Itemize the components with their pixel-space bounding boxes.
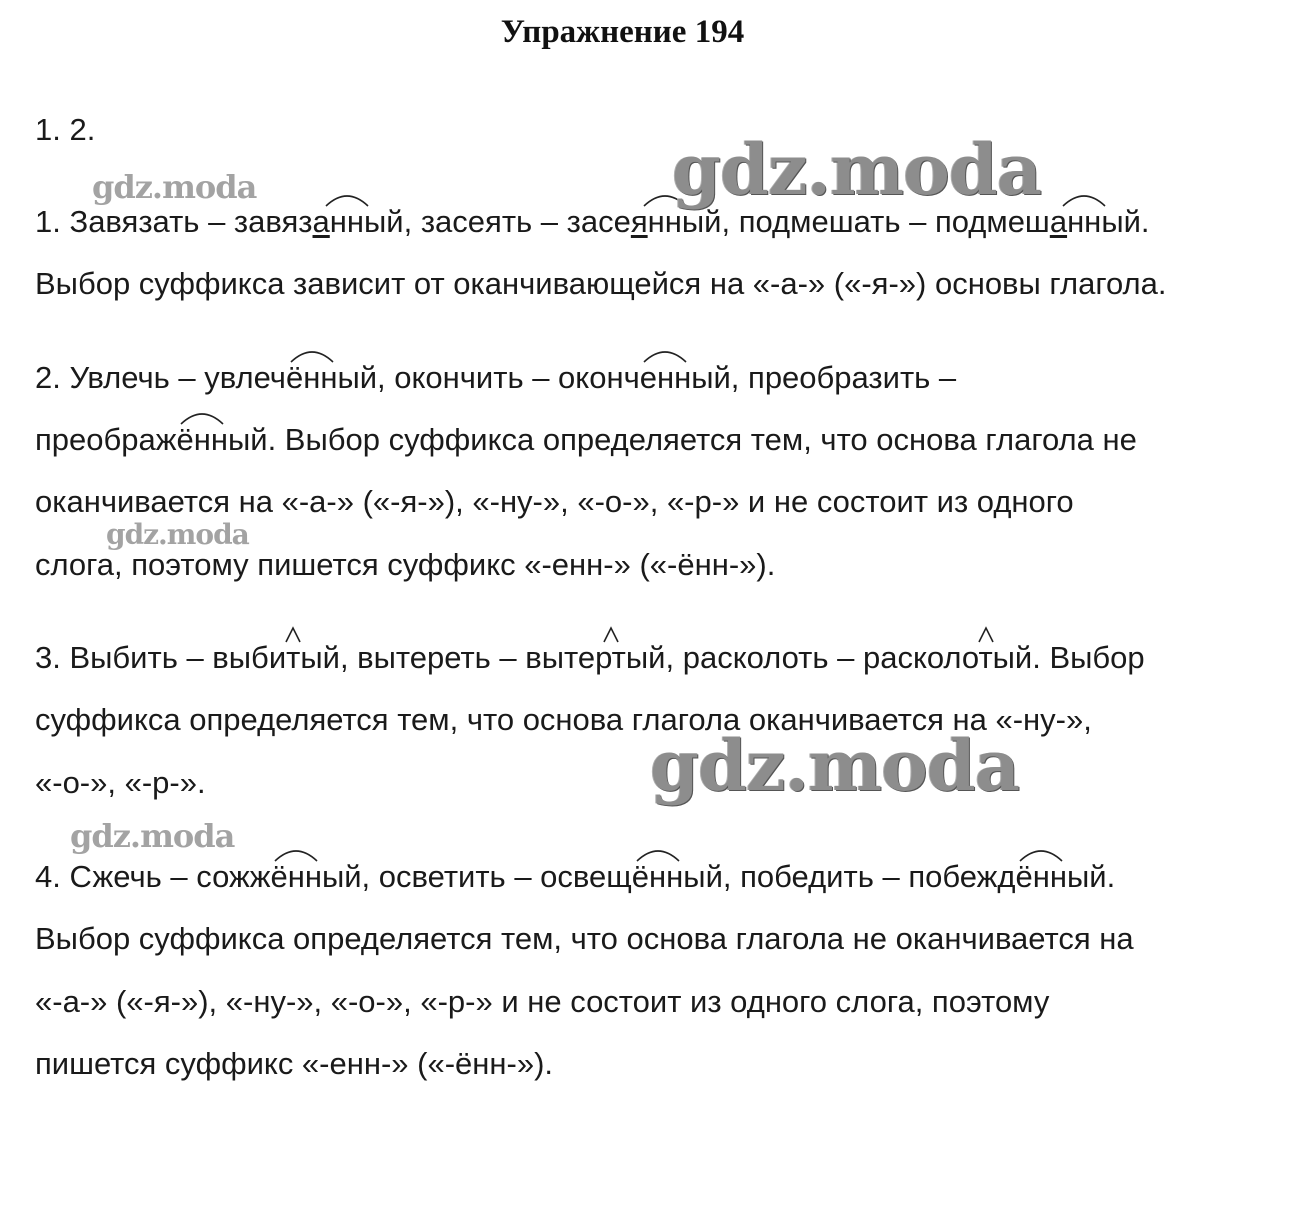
suffix-arc-icon [179,408,225,426]
watermark-logo: gdz.moda [92,168,257,206]
text-segment: 3. Выбить – выби [35,640,287,675]
suffix-marked: енн [640,360,691,395]
underlined-letter: а [1049,204,1068,239]
suffix-arc-icon [324,190,370,208]
text-segment: ый, расколоть – расколо [625,640,979,675]
text-segment: «-а-» («-я-»), «-ну-», «-о-», «-р-» и не состоит из одного слога, поэтому [35,984,1050,1019]
text-segment: ый. Выбор [992,640,1145,675]
text-segment: ый, преобразить – [691,360,957,395]
suffix-marked: ённ [176,422,227,457]
suffix-marked: ённ [270,859,321,894]
text-line [35,264,1167,304]
suffix-marked: ённ [1015,859,1066,894]
watermark-logo: gdz.moda [106,518,249,551]
suffix-marked: нн [1067,204,1101,239]
watermark-logo: gdz.moda [672,128,1042,211]
text-segment: ый, вытереть – выте [300,640,596,675]
text-segment: 2. Увлечь – увлеч [35,360,286,395]
text-segment: оканчивается на «-а-» («-я-»), «-ну-», «-о-», «-р-» и не состоит из одного [35,484,1074,519]
suffix-marked: ённ [286,360,337,395]
text-segment: 1. Завязать – завяз [35,204,313,239]
text-line [35,919,1134,959]
text-segment: суффикса определяется тем, что основа глагола оканчивается на «-ну-», [35,702,1092,737]
text-line [35,420,1137,460]
suffix-marked: рт [595,640,626,675]
suffix-marked: т [286,640,300,675]
text-line [35,857,1115,897]
text-line [35,1044,553,1084]
suffix-marked: т [978,640,992,675]
text-segment: ый, подмешать – подмеш [681,204,1050,239]
suffix-mark-icon [284,626,302,644]
text-segment: 4. Сжечь – сожж [35,859,271,894]
suffix-mark-icon [977,626,995,644]
page-title: Упражнение 194 [500,14,745,50]
text-line [35,982,1049,1022]
text-segment: ый, засеять – засе [364,204,631,239]
text-segment: Выбор суффикса определяется тем, что основа глагола не оканчивается на [35,921,1134,956]
underlined-letter: а [312,204,330,239]
text-segment: ый, победить – побежд [683,859,1016,894]
text-segment: ый, окончить – оконч [337,360,640,395]
text-line [35,545,775,585]
suffix-marked: нн [648,204,682,239]
watermark-logo: gdz.moda [650,724,1020,807]
watermark-logo: gdz.moda [70,817,235,855]
text-segment: ый. [1101,204,1150,239]
suffix-arc-icon [289,346,335,364]
text-line [35,763,206,803]
text-line [35,482,1074,522]
text-segment: ый. Выбор суффикса определяется тем, что основа глагола не [227,422,1137,457]
text-segment: «-о-», «-р-». [35,765,206,800]
text-segment: пишется суффикс «-енн-» («-ённ-»). [35,1046,554,1081]
text-line [35,358,956,398]
suffix-arc-icon [1061,190,1107,208]
suffix-arc-icon [635,845,681,863]
text-segment: ый, осветить – освещ [321,859,632,894]
underlined-letter: я [630,204,648,239]
suffix-arc-icon [642,346,688,364]
text-segment: Выбор суффикса зависит от оканчивающейся на «-а-» («-я-») основы глагола. [35,266,1167,301]
suffix-arc-icon [1018,845,1064,863]
text-segment: преображ [35,422,177,457]
suffix-marked: ённ [632,859,683,894]
suffix-arc-icon [273,845,319,863]
text-line [35,638,1145,678]
suffix-marked: нн [330,204,364,239]
text-segment: ый. [1066,859,1116,894]
task-numbers: 1. 2. [35,112,96,147]
suffix-mark-icon [602,626,620,644]
text-segment: слога, поэтому пишется суффикс «-енн-» («-ённ-»). [35,547,776,582]
